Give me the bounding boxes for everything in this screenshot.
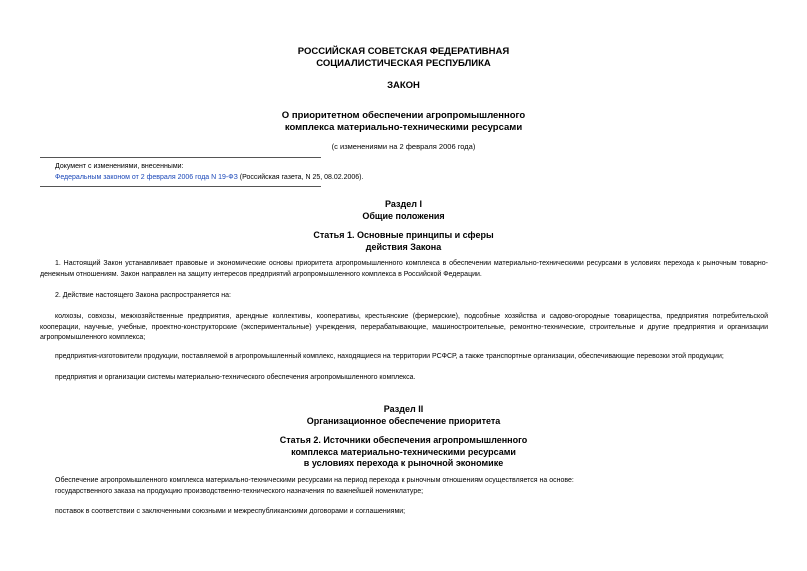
article-1-line-1: Статья 1. Основные принципы и сферы: [313, 230, 494, 240]
edit-source-line: [55, 172, 363, 183]
section-2-heading: Раздел II: [383, 404, 424, 414]
article-2-line-1: Статья 2. Источники обеспечения агропромышленного: [279, 435, 528, 445]
doc-type: ЗАКОН: [387, 80, 420, 91]
section-1-header: [0, 199, 807, 222]
state-line-2: СОЦИАЛИСТИЧЕСКАЯ РЕСПУБЛИКА: [316, 58, 491, 69]
edit-intro: Документ с изменениями, внесенными:: [55, 163, 184, 170]
edit-note: [55, 161, 363, 183]
article-2-line-3: в условиях перехода к рыночной экономике: [303, 458, 504, 468]
article-1-paragraph-2: 2. Действие настоящего Закона распространяется на:: [55, 292, 231, 299]
section-1-heading: Раздел I: [385, 199, 422, 209]
article-1-paragraph-3: колхозы, совхозы, межхозяйственные предприятия, арендные коллективы, кооперативы, крестьянские (фермерские), подсобные хозяйства и садово-огородные товарищества, предприятия потребительской кооперации, научные, учебные, проектно-конструкторские (экспериментальные) учреждения, перерабатывающие, машиностроительные, ремонтно-технические, строительные и другие предприятия и организации агропромышленного комплекса;: [40, 313, 768, 341]
article-1-paragraph-5: предприятия и организации системы материально-технического обеспечения агропромышленного комплекса.: [55, 374, 416, 381]
article-2-paragraph-1: Обеспечение агропромышленного комплекса материально-техническими ресурсами на период перехода к рыночным отношениям осуществляется на основе:: [55, 477, 574, 484]
section-2-name: Организационное обеспечение приоритета: [306, 415, 501, 426]
section-1-name: Общие положения: [362, 210, 445, 221]
article-1-line-2: действия Закона: [365, 241, 442, 252]
article-1-paragraph-4: предприятия-изготовители продукции, поставляемой в агропромышленный комплекс, находящиеся на территории РСФСР, а также транспортные организации, обеспечивающие перевозки этой продукции;: [55, 353, 724, 360]
divider-top: [40, 157, 321, 158]
section-2-header: [0, 404, 807, 427]
article-2-paragraph-3: поставок в соответствии с заключенными союзными и межреспубликанскими договорами и соглашениями;: [55, 508, 406, 515]
amending-law-link[interactable]: Федеральным законом от 2 февраля 2006 года N 19-ФЗ: [55, 174, 238, 181]
state-line-1: РОССИЙСКАЯ СОВЕТСКАЯ ФЕДЕРАТИВНАЯ: [297, 46, 510, 57]
title-line-1: О приоритетном обеспечении агропромышленного: [281, 110, 526, 121]
edit-source: (Российская газета, N 25, 08.02.2006).: [237, 174, 364, 181]
amendment-note: (с изменениями на 2 февраля 2006 года): [331, 142, 476, 151]
article-2-title: [0, 435, 807, 470]
article-1-paragraph-1: 1. Настоящий Закон устанавливает правовые и экономические основы приоритета агропромышленного комплекса в обеспечении материально-техническими ресурсами в условиях перехода к рыночным товарно-денежным отношениям. Закон направлен на защиту интересов предприятий агропромышленного комплекса в Российской Федерации.: [40, 260, 768, 278]
doc-title: [0, 110, 807, 134]
article-2-line-2: комплекса материально-техническими ресурсами: [291, 446, 516, 457]
state-name: [0, 46, 807, 70]
divider-bottom: [40, 186, 321, 187]
article-2-paragraph-2: государственного заказа на продукцию производственно-технического назначения по важнейшей номенклатуре;: [55, 488, 424, 495]
article-1-title: [0, 230, 807, 253]
title-line-2: комплекса материально-техническими ресурсами: [284, 122, 523, 133]
